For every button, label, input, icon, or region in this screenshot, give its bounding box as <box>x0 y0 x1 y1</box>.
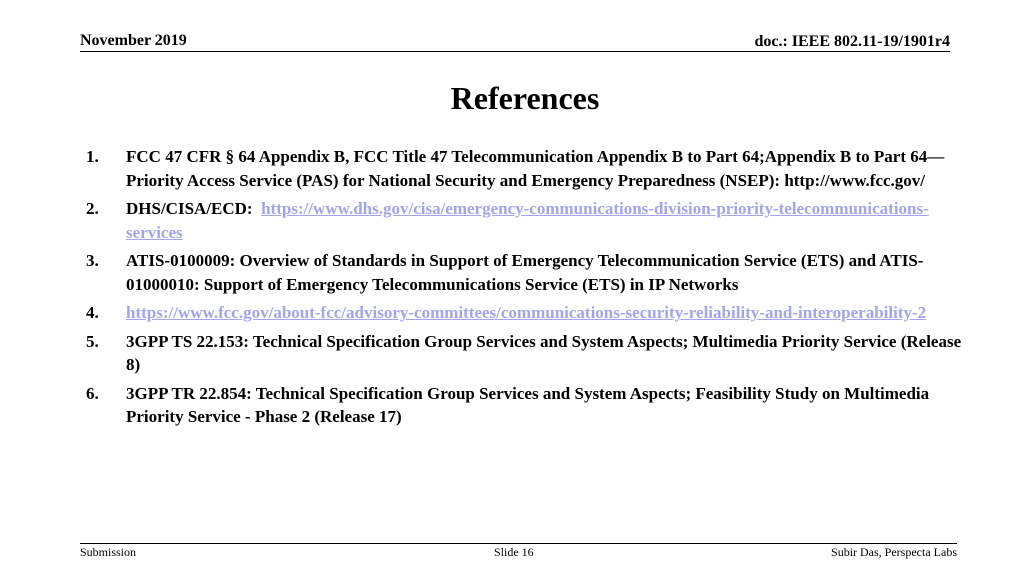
reference-number: 4. <box>86 303 99 322</box>
reference-item-1 <box>86 145 966 192</box>
reference-text: 3GPP TS 22.153: Technical Specification Group Services and System Aspects; Multimedia Priority Service (Release 8) <box>126 331 962 374</box>
references-list <box>86 145 966 434</box>
reference-link[interactable]: https://www.dhs.gov/cisa/emergency-communications-division-priority-telecommunications-services <box>126 199 929 242</box>
reference-item-2 <box>86 197 966 244</box>
footer-author: Subir Das, Perspecta Labs <box>831 545 957 559</box>
header-date: November 2019 <box>80 32 187 49</box>
footer-divider <box>80 543 957 544</box>
page-title: References <box>450 80 600 116</box>
reference-item-4 <box>86 301 966 325</box>
reference-number: 2. <box>86 199 99 218</box>
footer-submission: Submission <box>80 545 137 559</box>
reference-text: 3GPP TR 22.854: Technical Specification Group Services and System Aspects; Feasibility Study on Multimedia Priority Service - Phase 2 (Release 17) <box>126 383 930 426</box>
footer-slide-number: Slide 16 <box>494 545 534 559</box>
reference-item-6 <box>86 382 966 429</box>
reference-number: 1. <box>86 147 99 166</box>
header-doc-id: doc.: IEEE 802.11-19/1901r4 <box>754 33 950 50</box>
reference-item-5 <box>86 330 966 377</box>
reference-text: FCC 47 CFR § 64 Appendix B, FCC Title 47 Telecommunication Appendix B to Part 64;Appendix B to Part 64—Priority Access Service (PAS) for National Security and Emergency Preparedness (NSEP): http://www.fcc.gov/ <box>126 147 945 190</box>
reference-text: ATIS-0100009: Overview of Standards in Support of Emergency Telecommunication Service (ETS) and ATIS-01000010: Support of Emergency Telecommunications Service (ETS) in IP Networks <box>126 251 924 294</box>
reference-number: 5. <box>86 331 99 351</box>
reference-number: 3. <box>86 251 99 270</box>
reference-link[interactable]: https://www.fcc.gov/about-fcc/advisory-committees/communications-security-reliability-and-interoperability-2 <box>126 303 927 322</box>
header-divider <box>80 51 950 52</box>
reference-item-3 <box>86 249 966 296</box>
reference-text: DHS/CISA/ECD: <box>126 199 262 218</box>
reference-number: 6. <box>86 383 99 403</box>
